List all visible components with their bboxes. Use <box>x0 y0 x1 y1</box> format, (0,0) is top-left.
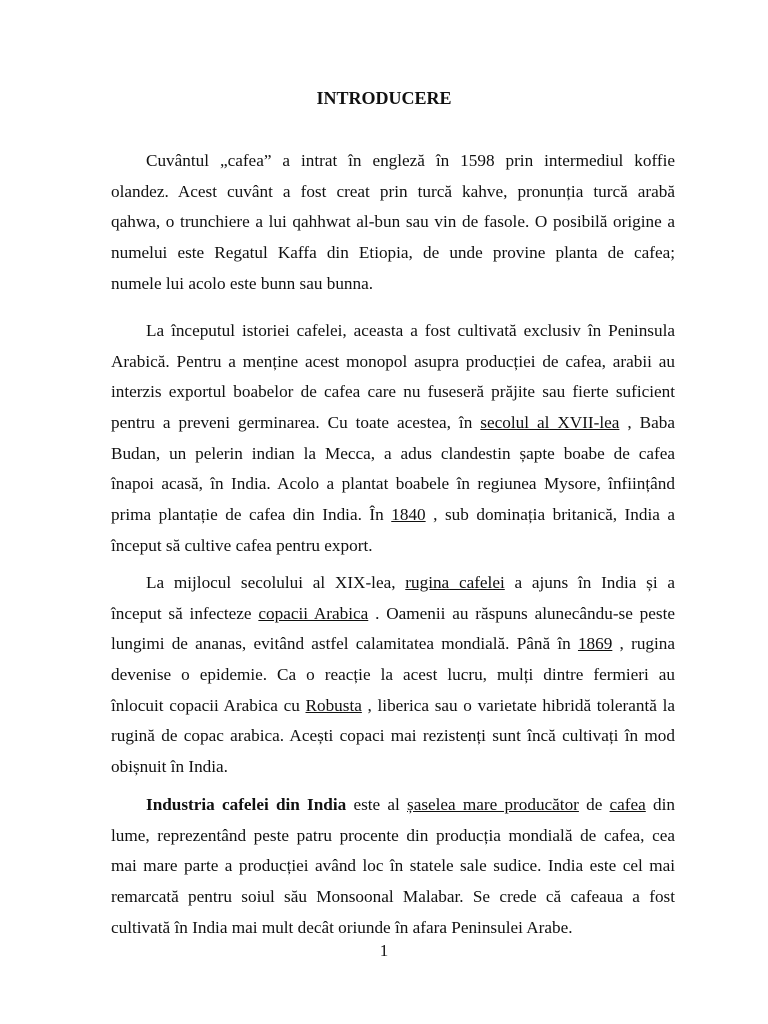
paragraph-1 <box>111 146 675 299</box>
paragraph-line: mai mare parte a producției având loc în statele sale sudice. India este cel mai <box>111 856 675 876</box>
paragraph-line: rugină de copac arabica. Acești copaci mai rezistenți sunt încă cultivați în mod <box>111 726 675 746</box>
paragraph-2 <box>111 316 675 562</box>
document-title: INTRODUCERE <box>316 88 452 108</box>
link-copacii-arabica[interactable]: copacii Arabica <box>258 603 369 623</box>
paragraph-line: olandez. Acest cuvânt a fost creat prin turcă kahve, pronunția turcă arabă <box>111 181 675 201</box>
paragraph-line: înapoi acasă, în India. Acolo a plantat boabele în regiunea Mysore, înființând <box>111 474 675 494</box>
paragraph-line: remarcată pentru soiul său Monsoonal Malabar. Se crede că cafeaua a fost <box>111 887 675 907</box>
paragraph-line: înlocuit copacii Arabica cu Robusta , liberica sau o varietate hibridă tolerantă la <box>111 695 675 715</box>
paragraph-line: devenise o epidemie. Ca o reacție la acest lucru, mulți dintre fermieri au <box>111 665 675 685</box>
link-cafea[interactable]: cafea <box>609 795 646 814</box>
paragraph-line: numelui este Regatul Kaffa din Etiopia, de unde provine planta de cafea; <box>111 243 675 263</box>
link-saselea-mare-producator[interactable]: șaselea mare producător <box>407 795 579 814</box>
paragraph-line: numele lui acolo este bunn sau bunna. <box>111 273 374 293</box>
paragraph-3 <box>111 568 675 783</box>
bold-phrase: Industria cafelei din India <box>146 795 347 814</box>
page-number: 1 <box>379 941 389 960</box>
paragraph-line: lungimi de ananas, evitând astfel calamitatea mondială. Până în 1869 , rugina <box>111 634 675 654</box>
paragraph-line: cultivată în India mai mult decât oriunde în afara Peninsulei Arabe. <box>111 917 573 937</box>
paragraph-line: Arabică. Pentru a menține acest monopol asupra producției de cafea, arabii au <box>111 351 675 371</box>
paragraph-line: început să infecteze copacii Arabica . Oamenii au răspuns alunecându-se peste <box>111 603 675 623</box>
paragraph-line: lume, reprezentând peste patru procente din producția mondială de cafea, cea <box>111 825 675 845</box>
paragraph-line: prima plantație de cafea din India. În 1840 , sub dominația britanică, India a <box>111 505 675 525</box>
link-robusta[interactable]: Robusta <box>305 695 362 715</box>
paragraph-line: qahwa, o trunchiere a lui qahhwat al-bun sau vin de fasole. O posibilă origine a <box>111 212 675 232</box>
paragraph-line: început să cultive cafea pentru export. <box>111 535 373 555</box>
paragraph-line: La începutul istoriei cafelei, aceasta a fost cultivată exclusiv în Peninsula <box>146 321 675 340</box>
link-rugina-cafelei[interactable]: rugina cafelei <box>405 573 505 592</box>
link-1840[interactable]: 1840 <box>391 505 426 525</box>
link-1869[interactable]: 1869 <box>577 634 613 654</box>
paragraph-line: Budan, un pelerin indian la Mecca, a adus clandestin șapte boabe de cafea <box>111 443 675 463</box>
paragraph-line: La mijlocul secolului al XIX-lea, rugina cafelei a ajuns în India și a <box>146 573 675 592</box>
paragraph-line: pentru a preveni germinarea. Cu toate acestea, în secolul al XVII-lea , Baba <box>111 413 675 433</box>
paragraph-line: Industria cafelei din India este al șaselea mare producător de cafea din <box>146 795 675 814</box>
paragraph-line: interzis exportul boabelor de cafea care nu fuseseră prăjite sau fierte suficient <box>111 382 675 402</box>
paragraph-line: Cuvântul „cafea” a intrat în engleză în 1598 prin intermediul koffie <box>146 151 675 170</box>
paragraph-4 <box>111 790 675 943</box>
link-secolul-xvii[interactable]: secolul al XVII-lea <box>480 413 620 433</box>
paragraph-line: obișnuit în India. <box>111 757 228 777</box>
